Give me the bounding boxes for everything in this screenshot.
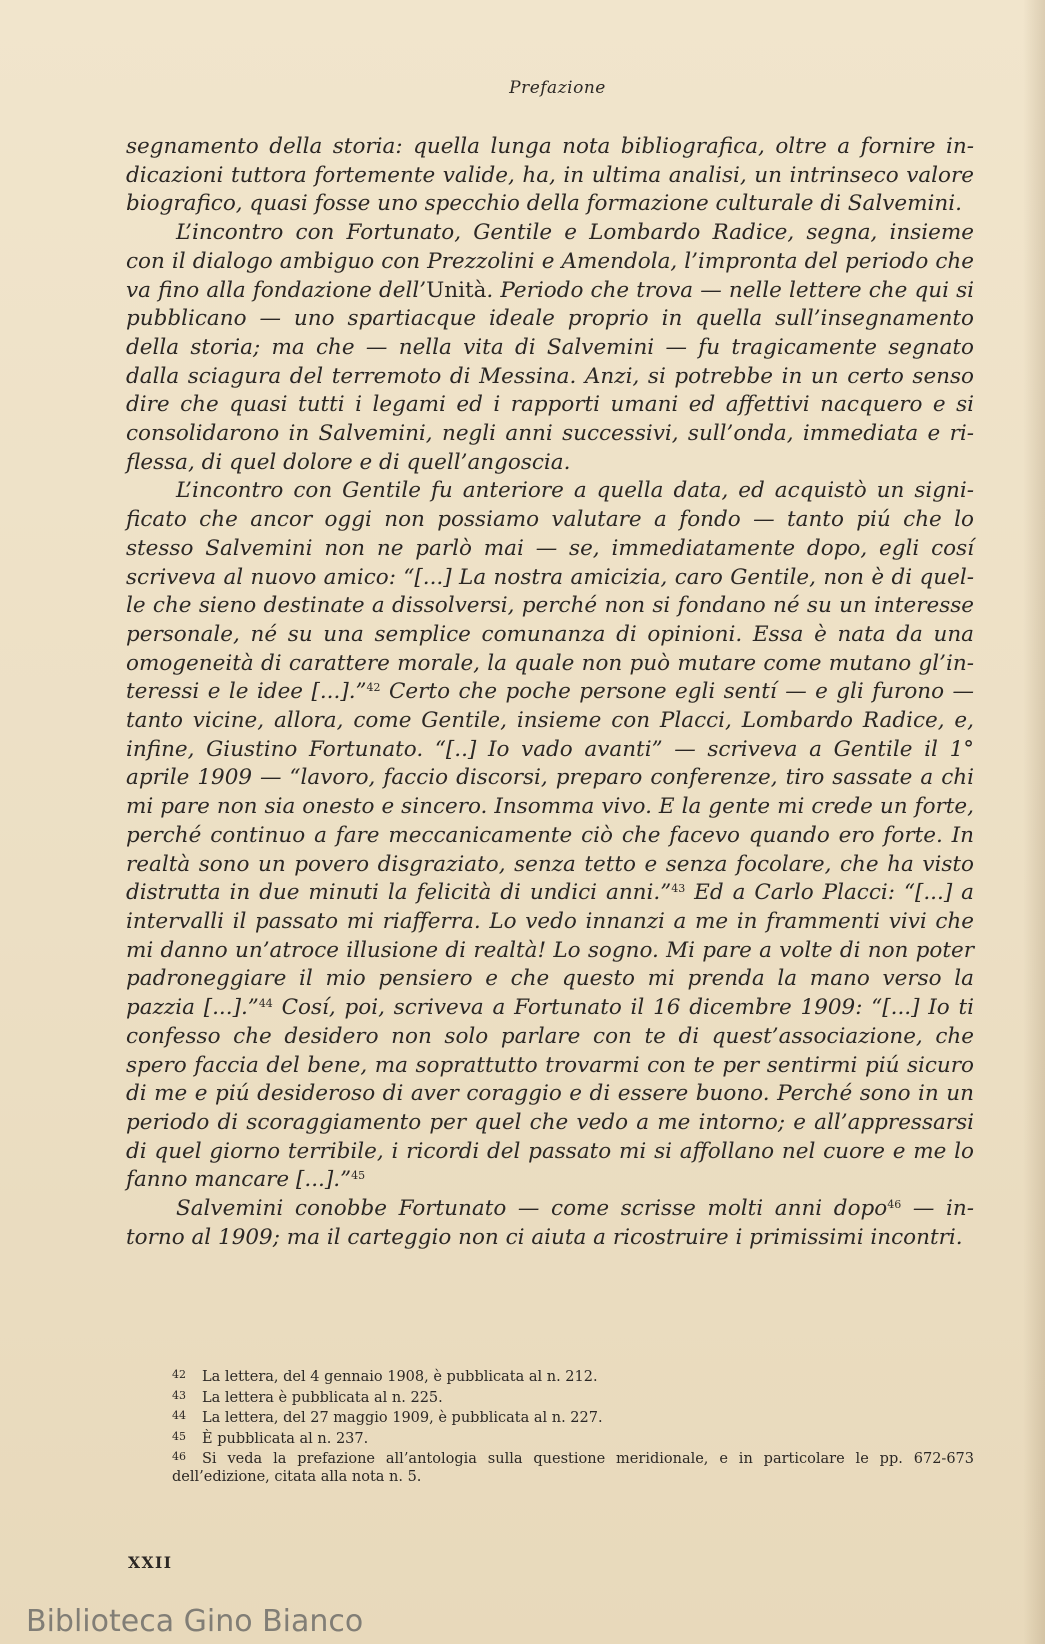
footnote-text: La lettera, del 27 maggio 1909, è pubblicata al n. 227.: [202, 1410, 603, 1426]
footnote-ref-42: 42: [366, 681, 381, 695]
footnote-text: La lettera è pubblicata al n. 225.: [202, 1389, 443, 1406]
footnote-42: [172, 1366, 974, 1387]
footnote-ref-46: 46: [887, 1198, 902, 1212]
footnote-ref-44: 44: [258, 997, 273, 1011]
footnote-46: [172, 1448, 974, 1486]
footnote-number: 45: [172, 1429, 186, 1443]
paragraph-3-part-b: Certo che poche persone egli sentí — e gli furono — tanto vicine, allora, come Gentile, insieme con Placci, Lombardo Radice, e, infine, Giustino Fortunato. “[..] Io vado avanti” — scriveva a Gentile il 1° aprile 1909 — “lavoro, faccio discorsi, preparo conferenze, tiro sassate a chi mi pare non sia onesto e sincero. Insomma vivo. E la gente mi crede un forte, perché continuo a fare meccanicamente ciò che facevo quando ero forte. In realtà sono un povero disgraziato, senza tetto e senza focolare, che ha visto distrutta in due minuti la felicità di undici anni.”: [126, 679, 974, 906]
paragraph-4: [126, 1195, 974, 1252]
footnote-45: [172, 1428, 974, 1449]
paragraph-3-part-c: Ed a Carlo Placci: “[...] a intervalli il passato mi riafferra. Lo vedo innanzi a me in frammenti vivi che mi danno un’atroce illusione di realtà! Lo sogno. Mi pare a volte di non poter padroneggiare il mio pensiero e che questo mi prenda la mano verso la pazzia [...].”: [126, 880, 974, 1021]
footnotes: [172, 1366, 974, 1486]
paragraph-1: segnamento della storia: quella lunga nota bibliografica, oltre a fornire indicazioni tuttora fortemente valide, ha, in ultima analisi, un intrinseco valore biografico, quasi fosse uno specchio della formazione culturale di Salvemini.: [126, 134, 974, 217]
footnote-43: [172, 1387, 974, 1408]
paragraph-2: [126, 219, 974, 477]
footnote-text: È pubblicata al n. 237.: [202, 1430, 369, 1447]
paragraph-2-part-a: L’incontro con Fortunato, Gentile e Lombardo Radice, segna, insieme con il dialogo ambiguo con Prezzolini e Amendola, l’impronta del periodo che va fino alla fondazione dell’: [126, 220, 974, 303]
page-number: XXII: [128, 1553, 173, 1572]
footnote-number: 46: [172, 1450, 186, 1463]
running-head: Prefazione: [509, 78, 606, 98]
paragraph-3: [126, 477, 974, 1195]
body-text: [126, 133, 974, 1252]
footnote-number: 43: [172, 1388, 186, 1402]
paragraph-4-part-b: — intorno al 1909; ma il carteggio non ci aiuta a ricostruire i primissimi incontri.: [126, 1196, 974, 1250]
footnote-44: [172, 1407, 974, 1428]
paragraph-4-part-a: Salvemini conobbe Fortunato — come scrisse molti anni dopo: [176, 1196, 888, 1222]
footnote-ref-43: 43: [671, 882, 686, 896]
footnote-text: La lettera, del 4 gennaio 1908, è pubblicata al n. 212.: [202, 1369, 598, 1385]
footnote-ref-45: 45: [351, 1169, 366, 1183]
footnote-text: Si veda la prefazione all’antologia sulla questione meridionale, e in particolare le pp. 672-673 dell’edizione, citata alla nota n. 5.: [172, 1451, 974, 1485]
paragraph-3-part-a: L’incontro con Gentile fu anteriore a quella data, ed acquistò un significato che ancor oggi non possiamo valutare a fondo — tanto piú che lo stesso Salvemini non ne parlò mai — se, immediatamente dopo, egli cosí scriveva al nuovo amico: “[...] La nostra amicizia, caro Gentile, non è di quelle che sieno destinate a dissolversi, perché non si fondano né su un interesse personale, né su una semplice comunanza di opinioni. Essa è nata da una omogeneità di carattere morale, la quale non può mutare come mutano gl’interessi e le idee [...].”: [126, 478, 974, 705]
paragraph-2-unita: Unità: [426, 277, 487, 303]
footnote-number: 42: [172, 1368, 186, 1381]
library-watermark: Biblioteca Gino Bianco: [26, 1604, 364, 1639]
page-edge-shadow: [1023, 0, 1045, 1644]
footnote-number: 44: [172, 1409, 186, 1422]
paragraph-3-part-d: Cosí, poi, scriveva a Fortunato il 16 dicembre 1909: “[...] Io ti confesso che desidero non solo parlare con te di quest’associazione, che spero faccia del bene, ma soprattutto trovarmi con te per sentirmi piú sicuro di me e piú desideroso di aver coraggio e di essere buono. Perché sono in un periodo di scoraggiamento per quel che vedo a me intorno; e all’appressarsi di quel giorno terribile, i ricordi del passato mi si affollano nel cuore e me lo fanno mancare [...].”: [126, 995, 975, 1193]
paragraph-2-part-c: . Periodo che trova — nelle lettere che qui si pubblicano — uno spartiacque ideale proprio in quella sull’insegnamento della storia; ma che — nella vita di Salvemini — fu tragicamente segnato dalla sciagura del terremoto di Messina. Anzi, si potrebbe in un certo senso dire che quasi tutti i legami ed i rapporti umani ed affettivi nacquero e si consolidarono in Salvemini, negli anni successivi, sull’onda, immediata e riflessa, di quel dolore e di quell’angoscia.: [126, 277, 974, 475]
